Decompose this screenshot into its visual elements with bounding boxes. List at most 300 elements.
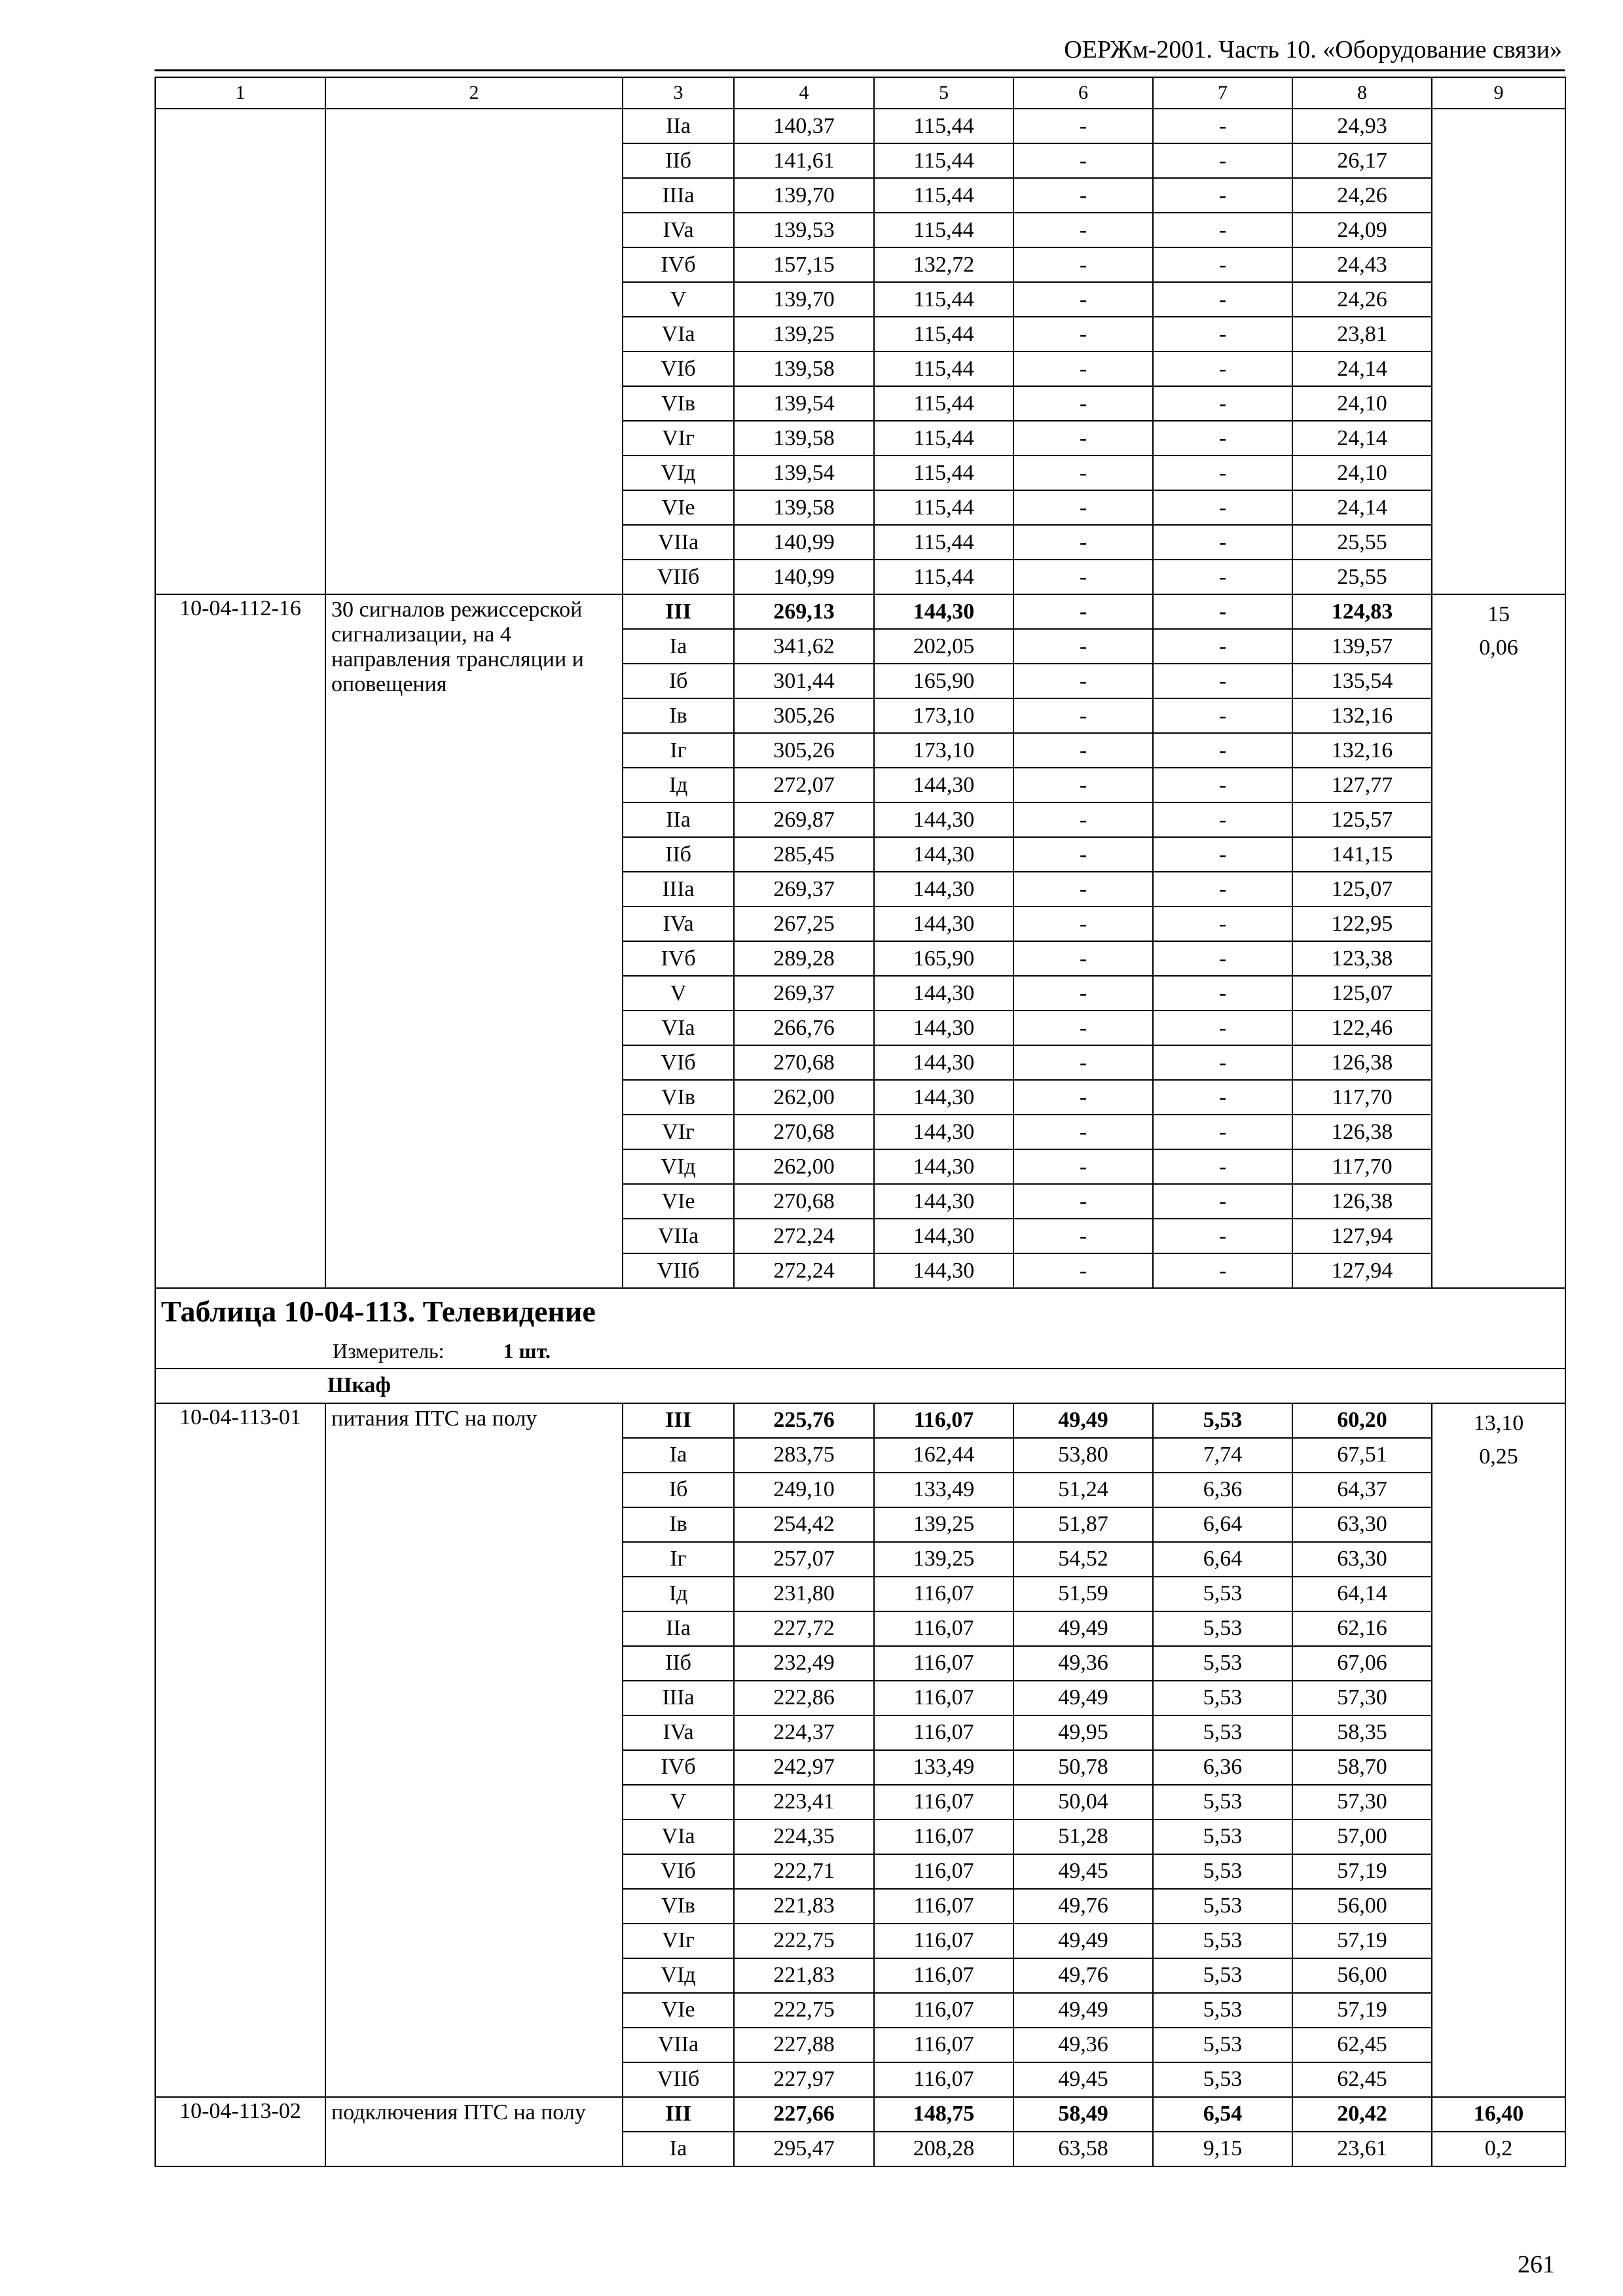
value-cell: 58,35 (1292, 1715, 1432, 1750)
value-cell: 51,28 (1013, 1820, 1153, 1854)
value-cell: 222,71 (734, 1854, 874, 1889)
value-cell: 157,15 (734, 247, 874, 282)
value-cell: 125,07 (1292, 872, 1432, 906)
zone-cell: VIa (623, 1820, 734, 1854)
value-cell: - (1013, 456, 1153, 490)
value-cell: - (1013, 733, 1153, 768)
value-cell: 6,64 (1153, 1507, 1292, 1542)
zone-cell: Iб (623, 1473, 734, 1507)
value-cell: 144,30 (874, 594, 1013, 629)
value-cell: 115,44 (874, 351, 1013, 386)
value-cell: 115,44 (874, 282, 1013, 317)
value-cell: - (1013, 421, 1153, 456)
value-cell: 24,10 (1292, 456, 1432, 490)
value-cell: - (1013, 1080, 1153, 1115)
value-cell: - (1013, 143, 1153, 178)
column-number: 5 (874, 77, 1013, 109)
value-cell: - (1013, 386, 1153, 421)
value-cell: 49,45 (1013, 2062, 1153, 2097)
value-cell: 144,30 (874, 1045, 1013, 1080)
value-cell: 301,44 (734, 664, 874, 698)
value-cell: 139,70 (734, 282, 874, 317)
zone-cell: V (623, 282, 734, 317)
value-cell: 115,44 (874, 490, 1013, 525)
zone-cell: VIб (623, 1045, 734, 1080)
value-cell: 116,07 (874, 1820, 1013, 1854)
value-cell: 139,25 (874, 1542, 1013, 1577)
value-cell: - (1153, 1045, 1292, 1080)
value-cell: 116,07 (874, 2062, 1013, 2097)
value-cell: 132,72 (874, 247, 1013, 282)
value-cell: 140,99 (734, 560, 874, 594)
value-cell: 144,30 (874, 802, 1013, 837)
zone-cell: VIд (623, 1958, 734, 1993)
item-description (325, 109, 623, 594)
value-cell: 227,66 (734, 2097, 874, 2132)
value-cell: 266,76 (734, 1011, 874, 1045)
value-cell: 62,45 (1292, 2062, 1432, 2097)
value-cell: - (1153, 560, 1292, 594)
value-cell: 6,64 (1153, 1542, 1292, 1577)
value-cell: 49,49 (1013, 1403, 1153, 1438)
value-cell: 141,15 (1292, 837, 1432, 872)
value-cell: - (1153, 1253, 1292, 1288)
value-cell: 115,44 (874, 213, 1013, 247)
value-cell: - (1153, 1115, 1292, 1149)
item-description: питания ПТС на полу (325, 1403, 623, 2097)
zone-cell: Iд (623, 768, 734, 802)
value-cell: 5,53 (1153, 2062, 1292, 2097)
zone-cell: IIa (623, 802, 734, 837)
value-cell: 50,78 (1013, 1750, 1153, 1785)
zone-cell: Iб (623, 664, 734, 698)
value-cell: 62,16 (1292, 1611, 1432, 1646)
column-number: 3 (623, 77, 734, 109)
value-cell: 162,44 (874, 1438, 1013, 1473)
value-cell: - (1013, 213, 1153, 247)
value-cell: 5,53 (1153, 1681, 1292, 1715)
value-cell: 25,55 (1292, 560, 1432, 594)
zone-cell: Ia (623, 1438, 734, 1473)
value-cell: - (1153, 733, 1292, 768)
zone-cell: VIд (623, 1149, 734, 1184)
value-cell: 269,87 (734, 802, 874, 837)
section-heading (155, 1288, 1565, 1369)
item-code: 10-04-113-02 (155, 2097, 325, 2166)
value-cell: 49,49 (1013, 1924, 1153, 1958)
value-cell: 51,59 (1013, 1577, 1153, 1611)
value-cell: 141,61 (734, 143, 874, 178)
value-cell: 117,70 (1292, 1149, 1432, 1184)
value-cell: 23,61 (1292, 2132, 1432, 2166)
value-cell: 24,14 (1292, 421, 1432, 456)
item-code: 10-04-113-01 (155, 1403, 325, 2097)
col9-value: 15 (1487, 602, 1510, 626)
value-cell: 24,43 (1292, 247, 1432, 282)
value-cell: 57,19 (1292, 1854, 1432, 1889)
column-numbers-row (155, 77, 1565, 109)
value-cell: 249,10 (734, 1473, 874, 1507)
value-cell: - (1153, 837, 1292, 872)
value-cell: 56,00 (1292, 1958, 1432, 1993)
value-cell: 270,68 (734, 1115, 874, 1149)
zone-cell: VIв (623, 1889, 734, 1924)
value-cell: 283,75 (734, 1438, 874, 1473)
value-cell: 140,37 (734, 109, 874, 143)
value-cell: 144,30 (874, 1011, 1013, 1045)
value-cell: 24,14 (1292, 490, 1432, 525)
value-cell: - (1013, 941, 1153, 976)
value-cell: 305,26 (734, 733, 874, 768)
zone-cell: VIIб (623, 2062, 734, 2097)
value-cell: - (1153, 802, 1292, 837)
value-cell: 127,94 (1292, 1219, 1432, 1253)
table-row (155, 594, 1565, 629)
value-cell: 53,80 (1013, 1438, 1153, 1473)
value-cell: 222,75 (734, 1924, 874, 1958)
value-cell: 123,38 (1292, 941, 1432, 976)
value-cell: 116,07 (874, 1924, 1013, 1958)
measure-label: Измеритель: (333, 1338, 445, 1363)
value-cell: 139,58 (734, 351, 874, 386)
value-cell: 6,54 (1153, 2097, 1292, 2132)
value-cell: 63,30 (1292, 1542, 1432, 1577)
zone-cell: IIIa (623, 872, 734, 906)
value-cell: 139,58 (734, 490, 874, 525)
value-cell: 54,52 (1013, 1542, 1153, 1577)
value-cell: 49,49 (1013, 1993, 1153, 2028)
value-cell: 57,00 (1292, 1820, 1432, 1854)
value-cell: 57,19 (1292, 1993, 1432, 2028)
table-title: Таблица 10-04-113. Телевидение (161, 1295, 596, 1328)
zone-cell: VIг (623, 1115, 734, 1149)
value-cell: 49,95 (1013, 1715, 1153, 1750)
value-cell: 224,37 (734, 1715, 874, 1750)
value-cell: - (1153, 421, 1292, 456)
value-cell: - (1153, 976, 1292, 1011)
value-cell: 116,07 (874, 1715, 1013, 1750)
value-cell: - (1013, 1253, 1153, 1288)
header-title: ОЕРЖм-2001. Часть 10. «Оборудование связи» (1064, 36, 1562, 63)
column-number: 9 (1432, 77, 1565, 109)
value-cell: 67,06 (1292, 1646, 1432, 1681)
value-cell: 116,07 (874, 1577, 1013, 1611)
value-cell: 254,42 (734, 1507, 874, 1542)
col9-values (1432, 1403, 1565, 2097)
value-cell: 5,53 (1153, 1924, 1292, 1958)
value-cell: 116,07 (874, 1889, 1013, 1924)
value-cell: - (1153, 143, 1292, 178)
value-cell: 225,76 (734, 1403, 874, 1438)
value-cell: 5,53 (1153, 1646, 1292, 1681)
subheading (155, 1369, 1565, 1403)
value-cell: 57,30 (1292, 1785, 1432, 1820)
value-cell: 139,25 (874, 1507, 1013, 1542)
value-cell: - (1013, 282, 1153, 317)
value-cell: - (1153, 282, 1292, 317)
column-number: 7 (1153, 77, 1292, 109)
value-cell: 7,74 (1153, 1438, 1292, 1473)
value-cell: 144,30 (874, 768, 1013, 802)
value-cell: 269,37 (734, 872, 874, 906)
value-cell: 115,44 (874, 109, 1013, 143)
value-cell: - (1153, 698, 1292, 733)
zone-cell: VIг (623, 421, 734, 456)
value-cell: 125,07 (1292, 976, 1432, 1011)
value-cell: 144,30 (874, 1253, 1013, 1288)
value-cell: 5,53 (1153, 1854, 1292, 1889)
zone-cell: IVб (623, 1750, 734, 1785)
value-cell: - (1013, 1011, 1153, 1045)
zone-cell: VIe (623, 1184, 734, 1219)
zone-cell: VIб (623, 351, 734, 386)
value-cell: 285,45 (734, 837, 874, 872)
column-number: 4 (734, 77, 874, 109)
value-cell: 144,30 (874, 872, 1013, 906)
value-cell: 117,70 (1292, 1080, 1432, 1115)
value-cell: 9,15 (1153, 2132, 1292, 2166)
value-cell: 341,62 (734, 629, 874, 664)
subheading-text: Шкаф (327, 1373, 391, 1398)
value-cell: 148,75 (874, 2097, 1013, 2132)
value-cell: 221,83 (734, 1958, 874, 1993)
value-cell: 50,04 (1013, 1785, 1153, 1820)
value-cell: 57,19 (1292, 1924, 1432, 1958)
zone-cell: VIIa (623, 2028, 734, 2062)
value-cell: 58,70 (1292, 1750, 1432, 1785)
value-cell: 5,53 (1153, 1715, 1292, 1750)
value-cell: - (1013, 1219, 1153, 1253)
value-cell: 173,10 (874, 733, 1013, 768)
value-cell: - (1013, 1115, 1153, 1149)
value-cell: 132,16 (1292, 733, 1432, 768)
value-cell: 24,10 (1292, 386, 1432, 421)
value-cell: 25,55 (1292, 525, 1432, 560)
value-cell: 5,53 (1153, 1577, 1292, 1611)
zone-cell: VIa (623, 317, 734, 351)
value-cell: 269,37 (734, 976, 874, 1011)
value-cell: 64,37 (1292, 1473, 1432, 1507)
value-cell: 272,24 (734, 1253, 874, 1288)
value-cell: 144,30 (874, 1080, 1013, 1115)
value-cell: 144,30 (874, 976, 1013, 1011)
value-cell: 232,49 (734, 1646, 874, 1681)
value-cell: 5,53 (1153, 1403, 1292, 1438)
value-cell: 272,07 (734, 768, 874, 802)
zone-cell: VIг (623, 1924, 734, 1958)
value-cell: 227,88 (734, 2028, 874, 2062)
value-cell: 269,13 (734, 594, 874, 629)
zone-cell: Iв (623, 698, 734, 733)
value-cell: 242,97 (734, 1750, 874, 1785)
value-cell: 126,38 (1292, 1184, 1432, 1219)
value-cell: 5,53 (1153, 1958, 1292, 1993)
value-cell: 144,30 (874, 1149, 1013, 1184)
value-cell: - (1013, 594, 1153, 629)
zone-cell: IVб (623, 247, 734, 282)
zone-cell: VIIб (623, 1253, 734, 1288)
value-cell: 49,45 (1013, 1854, 1153, 1889)
zone-cell: VIв (623, 386, 734, 421)
value-cell: - (1153, 906, 1292, 941)
value-cell: - (1013, 768, 1153, 802)
value-cell: 20,42 (1292, 2097, 1432, 2132)
value-cell: 63,30 (1292, 1507, 1432, 1542)
zone-cell: Ia (623, 629, 734, 664)
value-cell: 133,49 (874, 1473, 1013, 1507)
value-cell: - (1153, 1011, 1292, 1045)
section-heading-row (155, 1288, 1565, 1369)
value-cell: 139,58 (734, 421, 874, 456)
value-cell: 116,07 (874, 1785, 1013, 1820)
value-cell: 223,41 (734, 1785, 874, 1820)
value-cell: 67,51 (1292, 1438, 1432, 1473)
zone-cell: Iд (623, 1577, 734, 1611)
zone-cell: Ia (623, 2132, 734, 2166)
value-cell: - (1013, 664, 1153, 698)
value-cell: 173,10 (874, 698, 1013, 733)
value-cell: 144,30 (874, 837, 1013, 872)
value-cell: 49,76 (1013, 1958, 1153, 1993)
value-cell: 208,28 (874, 2132, 1013, 2166)
price-table (155, 77, 1566, 2167)
page-header (155, 37, 1565, 71)
zone-cell: III (623, 1403, 734, 1438)
value-cell: - (1013, 178, 1153, 213)
column-number: 6 (1013, 77, 1153, 109)
value-cell: 5,53 (1153, 1889, 1292, 1924)
zone-cell: IIIa (623, 1681, 734, 1715)
item-code (155, 109, 325, 594)
value-cell: 257,07 (734, 1542, 874, 1577)
zone-cell: V (623, 976, 734, 1011)
value-cell: - (1153, 1080, 1292, 1115)
zone-cell: V (623, 1785, 734, 1820)
value-cell: 221,83 (734, 1889, 874, 1924)
value-cell: 115,44 (874, 456, 1013, 490)
value-cell: 116,07 (874, 1854, 1013, 1889)
value-cell: 295,47 (734, 2132, 874, 2166)
value-cell: 227,72 (734, 1611, 874, 1646)
value-cell: 139,54 (734, 456, 874, 490)
value-cell: 115,44 (874, 317, 1013, 351)
value-cell: 165,90 (874, 941, 1013, 976)
value-cell: 222,75 (734, 1993, 874, 2028)
value-cell: 133,49 (874, 1750, 1013, 1785)
zone-cell: VIe (623, 1993, 734, 2028)
value-cell: - (1153, 594, 1292, 629)
value-cell: 132,16 (1292, 698, 1432, 733)
value-cell: 270,68 (734, 1045, 874, 1080)
value-cell: - (1153, 178, 1292, 213)
column-number: 8 (1292, 77, 1432, 109)
value-cell: 115,44 (874, 560, 1013, 594)
value-cell: 116,07 (874, 1403, 1013, 1438)
page-number: 261 (1518, 2251, 1555, 2278)
zone-cell: VIв (623, 1080, 734, 1115)
value-cell: 144,30 (874, 1115, 1013, 1149)
value-cell: 116,07 (874, 2028, 1013, 2062)
value-cell: - (1153, 1149, 1292, 1184)
value-cell: - (1153, 109, 1292, 143)
value-cell: - (1013, 351, 1153, 386)
value-cell: 139,25 (734, 317, 874, 351)
value-cell: - (1153, 664, 1292, 698)
value-cell: - (1153, 247, 1292, 282)
value-cell: 202,05 (874, 629, 1013, 664)
measure-value: 1 шт. (503, 1338, 551, 1363)
value-cell: 5,53 (1153, 1820, 1292, 1854)
value-cell: 116,07 (874, 1646, 1013, 1681)
value-cell: 5,53 (1153, 1611, 1292, 1646)
value-cell: 56,00 (1292, 1889, 1432, 1924)
value-cell: 115,44 (874, 386, 1013, 421)
value-cell: 227,97 (734, 2062, 874, 2097)
col9-value: 0,25 (1479, 1444, 1518, 1469)
value-cell: - (1013, 906, 1153, 941)
value-cell: 224,35 (734, 1820, 874, 1854)
zone-cell: Iв (623, 1507, 734, 1542)
value-cell: 122,46 (1292, 1011, 1432, 1045)
value-cell: - (1013, 490, 1153, 525)
value-cell: 144,30 (874, 906, 1013, 941)
value-cell: 26,17 (1292, 143, 1432, 178)
value-cell: 58,49 (1013, 2097, 1153, 2132)
value-cell: - (1013, 698, 1153, 733)
value-cell: 64,14 (1292, 1577, 1432, 1611)
measure-line (161, 1340, 1559, 1361)
zone-cell: III (623, 594, 734, 629)
value-cell: 49,36 (1013, 1646, 1153, 1681)
value-cell: - (1013, 802, 1153, 837)
value-cell: - (1153, 456, 1292, 490)
value-cell: 57,30 (1292, 1681, 1432, 1715)
zone-cell: IVa (623, 1715, 734, 1750)
value-cell: 49,49 (1013, 1681, 1153, 1715)
value-cell: 127,77 (1292, 768, 1432, 802)
value-cell: 49,49 (1013, 1611, 1153, 1646)
zone-cell: VIIб (623, 560, 734, 594)
value-cell: 140,99 (734, 525, 874, 560)
value-cell: 23,81 (1292, 317, 1432, 351)
col9-values (1432, 109, 1565, 594)
value-cell: - (1153, 941, 1292, 976)
value-cell: 51,87 (1013, 1507, 1153, 1542)
value-cell: 222,86 (734, 1681, 874, 1715)
value-cell: 0,2 (1432, 2132, 1565, 2166)
value-cell: - (1013, 247, 1153, 282)
value-cell: - (1013, 560, 1153, 594)
zone-cell: IIб (623, 143, 734, 178)
value-cell: 124,83 (1292, 594, 1432, 629)
value-cell: - (1013, 525, 1153, 560)
value-cell: 262,00 (734, 1080, 874, 1115)
item-code: 10-04-112-16 (155, 594, 325, 1288)
zone-cell: IIб (623, 837, 734, 872)
value-cell: - (1153, 317, 1292, 351)
value-cell: 16,40 (1432, 2097, 1565, 2132)
value-cell: 144,30 (874, 1184, 1013, 1219)
value-cell: 305,26 (734, 698, 874, 733)
value-cell: 49,76 (1013, 1889, 1153, 1924)
value-cell: - (1013, 109, 1153, 143)
value-cell: 139,53 (734, 213, 874, 247)
zone-cell: VIIa (623, 1219, 734, 1253)
value-cell: 139,57 (1292, 629, 1432, 664)
value-cell: 116,07 (874, 1958, 1013, 1993)
zone-cell: III (623, 2097, 734, 2132)
value-cell: - (1013, 976, 1153, 1011)
